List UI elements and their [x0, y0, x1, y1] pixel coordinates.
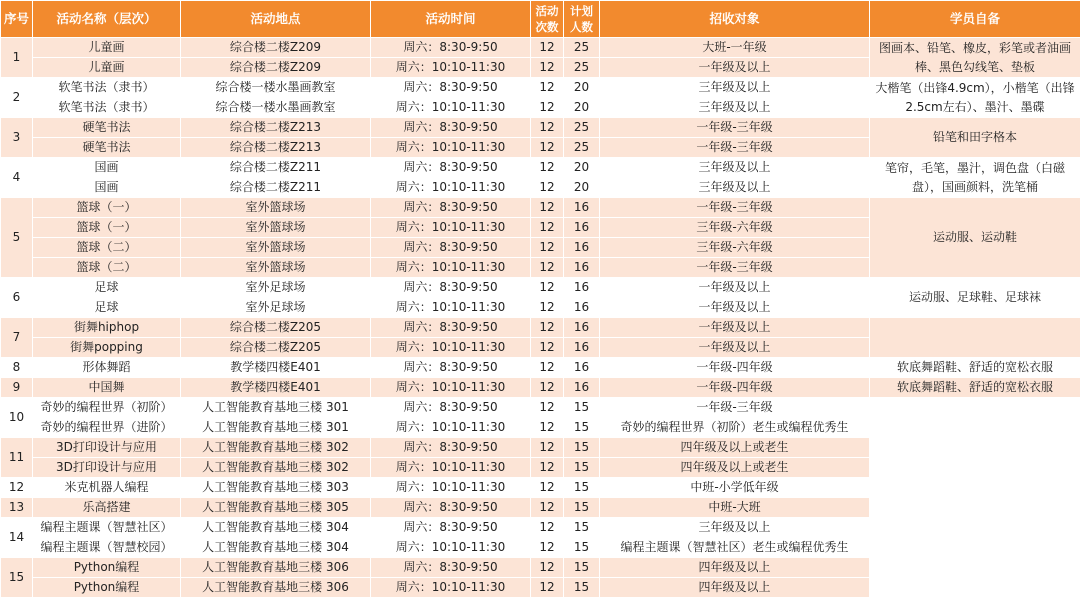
cell-target: 四年级及以上或老生	[600, 458, 870, 478]
cell-location: 人工智能教育基地三楼 304	[181, 538, 371, 558]
cell-location: 综合楼二楼Z213	[181, 118, 371, 138]
cell-target: 一年级-三年级	[600, 258, 870, 278]
cell-capacity: 20	[564, 98, 600, 118]
row-number: 1	[1, 38, 33, 78]
cell-capacity: 16	[564, 198, 600, 218]
cell-location: 人工智能教育基地三楼 302	[181, 438, 371, 458]
cell-activity-name: 儿童画	[33, 38, 181, 58]
cell-time: 周六：10:10-11:30	[371, 578, 531, 598]
row-number: 7	[1, 318, 33, 358]
col-header-supplies: 学员自备	[870, 1, 1080, 38]
row-number: 4	[1, 158, 33, 198]
cell-time: 周六：10:10-11:30	[371, 418, 531, 438]
cell-sessions: 12	[531, 98, 564, 118]
col-header-activity: 活动名称（层次）	[33, 1, 181, 38]
cell-time: 周六：10:10-11:30	[371, 218, 531, 238]
cell-time: 周六：8:30-9:50	[371, 558, 531, 578]
cell-time: 周六：8:30-9:50	[371, 318, 531, 338]
cell-capacity: 15	[564, 478, 600, 498]
cell-activity-name: 米克机器人编程	[33, 478, 181, 498]
cell-capacity: 25	[564, 58, 600, 78]
cell-target: 一年级-三年级	[600, 138, 870, 158]
cell-location: 人工智能教育基地三楼 306	[181, 558, 371, 578]
cell-sessions: 12	[531, 298, 564, 318]
cell-capacity: 20	[564, 158, 600, 178]
cell-supplies: 软底舞蹈鞋、舒适的宽松衣服	[870, 358, 1080, 378]
table-row	[1, 358, 1080, 378]
cell-supplies	[870, 318, 1080, 358]
cell-target: 一年级及以上	[600, 58, 870, 78]
col-header-no: 序号	[1, 1, 33, 38]
cell-location: 室外篮球场	[181, 198, 371, 218]
cell-time: 周六：10:10-11:30	[371, 538, 531, 558]
cell-supplies: 图画本、铅笔、橡皮，彩笔或者油画棒、黑色勾线笔、垫板	[870, 38, 1080, 78]
cell-capacity: 15	[564, 518, 600, 538]
cell-location: 综合楼二楼Z213	[181, 138, 371, 158]
cell-location: 综合楼二楼Z209	[181, 58, 371, 78]
cell-sessions: 12	[531, 178, 564, 198]
cell-supplies: 运动服、足球鞋、足球袜	[870, 278, 1080, 318]
cell-sessions: 12	[531, 258, 564, 278]
cell-time: 周六：10:10-11:30	[371, 178, 531, 198]
cell-activity-name: 乐高搭建	[33, 498, 181, 518]
cell-time: 周六：10:10-11:30	[371, 378, 531, 398]
row-number: 14	[1, 518, 33, 558]
cell-location: 人工智能教育基地三楼 302	[181, 458, 371, 478]
cell-activity-name: 中国舞	[33, 378, 181, 398]
cell-location: 综合楼二楼Z205	[181, 318, 371, 338]
cell-capacity: 15	[564, 438, 600, 458]
cell-time: 周六：8:30-9:50	[371, 398, 531, 418]
cell-target: 一年级及以上	[600, 278, 870, 298]
table-row	[1, 38, 1080, 58]
cell-target: 中班-大班	[600, 498, 870, 518]
cell-sessions: 12	[531, 378, 564, 398]
cell-capacity: 16	[564, 378, 600, 398]
cell-capacity: 15	[564, 498, 600, 518]
cell-activity-name: 足球	[33, 278, 181, 298]
cell-sessions: 12	[531, 478, 564, 498]
cell-target: 三年级及以上	[600, 518, 870, 538]
cell-location: 教学楼四楼E401	[181, 378, 371, 398]
cell-capacity: 16	[564, 338, 600, 358]
cell-sessions: 12	[531, 58, 564, 78]
cell-time: 周六：10:10-11:30	[371, 458, 531, 478]
cell-activity-name: 3D打印设计与应用	[33, 438, 181, 458]
cell-target: 大班-一年级	[600, 38, 870, 58]
cell-activity-name: Python编程	[33, 558, 181, 578]
cell-target: 一年级-三年级	[600, 118, 870, 138]
cell-target: 一年级及以上	[600, 338, 870, 358]
cell-capacity: 16	[564, 218, 600, 238]
cell-target: 编程主题课（智慧社区）老生或编程优秀生	[600, 538, 870, 558]
cell-activity-name: 编程主题课（智慧校园）	[33, 538, 181, 558]
row-number: 8	[1, 358, 33, 378]
table-row	[1, 398, 1080, 418]
cell-time: 周六：8:30-9:50	[371, 118, 531, 138]
cell-sessions: 12	[531, 538, 564, 558]
cell-capacity: 15	[564, 558, 600, 578]
table-row	[1, 378, 1080, 398]
cell-supplies: 笔帘，毛笔，墨汁，调色盘（白磁盘），国画颜料，洗笔桶	[870, 158, 1080, 198]
cell-activity-name: 篮球（二）	[33, 258, 181, 278]
cell-activity-name: 奇妙的编程世界（初阶）	[33, 398, 181, 418]
row-number: 9	[1, 378, 33, 398]
cell-sessions: 12	[531, 418, 564, 438]
cell-activity-name: 硬笔书法	[33, 118, 181, 138]
cell-sessions: 12	[531, 558, 564, 578]
col-header-location: 活动地点	[181, 1, 371, 38]
cell-sessions: 12	[531, 158, 564, 178]
cell-target: 三年级-六年级	[600, 218, 870, 238]
cell-target: 奇妙的编程世界（初阶）老生或编程优秀生	[600, 418, 870, 438]
cell-target: 三年级及以上	[600, 98, 870, 118]
cell-target: 一年级及以上	[600, 298, 870, 318]
cell-location: 人工智能教育基地三楼 306	[181, 578, 371, 598]
cell-target: 四年级及以上	[600, 578, 870, 598]
cell-location: 室外篮球场	[181, 218, 371, 238]
cell-time: 周六：10:10-11:30	[371, 58, 531, 78]
row-number: 11	[1, 438, 33, 478]
row-number: 5	[1, 198, 33, 278]
row-number: 13	[1, 498, 33, 518]
cell-location: 综合楼一楼水墨画教室	[181, 78, 371, 98]
col-header-sessions: 活动 次数	[531, 1, 564, 38]
cell-capacity: 16	[564, 298, 600, 318]
cell-activity-name: 足球	[33, 298, 181, 318]
cell-activity-name: 奇妙的编程世界（进阶）	[33, 418, 181, 438]
cell-sessions: 12	[531, 38, 564, 58]
table-row	[1, 198, 1080, 218]
cell-location: 室外篮球场	[181, 238, 371, 258]
cell-supplies: 运动服、运动鞋	[870, 198, 1080, 278]
cell-location: 室外足球场	[181, 298, 371, 318]
cell-sessions: 12	[531, 238, 564, 258]
cell-activity-name: Python编程	[33, 578, 181, 598]
cell-sessions: 12	[531, 318, 564, 338]
cell-location: 人工智能教育基地三楼 301	[181, 418, 371, 438]
cell-location: 人工智能教育基地三楼 305	[181, 498, 371, 518]
cell-target: 一年级-三年级	[600, 398, 870, 418]
cell-sessions: 12	[531, 198, 564, 218]
cell-time: 周六：8:30-9:50	[371, 438, 531, 458]
cell-location: 人工智能教育基地三楼 301	[181, 398, 371, 418]
cell-capacity: 16	[564, 258, 600, 278]
col-header-target: 招收对象	[600, 1, 870, 38]
cell-activity-name: 软笔书法（隶书）	[33, 98, 181, 118]
cell-target: 三年级及以上	[600, 158, 870, 178]
cell-activity-name: 篮球（一）	[33, 198, 181, 218]
cell-activity-name: 儿童画	[33, 58, 181, 78]
cell-capacity: 16	[564, 278, 600, 298]
cell-capacity: 16	[564, 238, 600, 258]
cell-target: 三年级及以上	[600, 178, 870, 198]
cell-time: 周六：8:30-9:50	[371, 78, 531, 98]
cell-capacity: 25	[564, 38, 600, 58]
cell-time: 周六：8:30-9:50	[371, 278, 531, 298]
table-body	[1, 38, 1080, 598]
cell-location: 教学楼四楼E401	[181, 358, 371, 378]
cell-activity-name: 篮球（一）	[33, 218, 181, 238]
cell-location: 综合楼二楼Z205	[181, 338, 371, 358]
cell-capacity: 25	[564, 138, 600, 158]
cell-sessions: 12	[531, 438, 564, 458]
col-header-capacity: 计划 人数	[564, 1, 600, 38]
cell-supplies: 大楷笔（出锋4.9cm），小楷笔（出锋2.5cm左右）、墨汁、墨碟	[870, 78, 1080, 118]
row-number: 15	[1, 558, 33, 598]
cell-time: 周六：10:10-11:30	[371, 98, 531, 118]
cell-location: 综合楼二楼Z211	[181, 158, 371, 178]
cell-target: 一年级-三年级	[600, 198, 870, 218]
cell-capacity: 15	[564, 458, 600, 478]
cell-activity-name: 编程主题课（智慧社区）	[33, 518, 181, 538]
cell-activity-name: 软笔书法（隶书）	[33, 78, 181, 98]
row-number: 2	[1, 78, 33, 118]
cell-target: 三年级及以上	[600, 78, 870, 98]
cell-time: 周六：10:10-11:30	[371, 338, 531, 358]
cell-activity-name: 3D打印设计与应用	[33, 458, 181, 478]
cell-time: 周六：8:30-9:50	[371, 38, 531, 58]
cell-target: 四年级及以上	[600, 558, 870, 578]
header-row	[1, 1, 1080, 38]
cell-supplies: 铅笔和田字格本	[870, 118, 1080, 158]
cell-time: 周六：8:30-9:50	[371, 498, 531, 518]
table-row	[1, 318, 1080, 338]
cell-supplies: 软底舞蹈鞋、舒适的宽松衣服	[870, 378, 1080, 398]
cell-target: 三年级-六年级	[600, 238, 870, 258]
cell-location: 室外篮球场	[181, 258, 371, 278]
cell-time: 周六：8:30-9:50	[371, 198, 531, 218]
cell-location: 人工智能教育基地三楼 304	[181, 518, 371, 538]
cell-time: 周六：10:10-11:30	[371, 138, 531, 158]
cell-sessions: 12	[531, 498, 564, 518]
cell-capacity: 20	[564, 178, 600, 198]
cell-target: 一年级-四年级	[600, 378, 870, 398]
table-row	[1, 278, 1080, 298]
cell-sessions: 12	[531, 358, 564, 378]
cell-time: 周六：8:30-9:50	[371, 518, 531, 538]
col-header-time: 活动时间	[371, 1, 531, 38]
cell-sessions: 12	[531, 398, 564, 418]
cell-target: 中班-小学低年级	[600, 478, 870, 498]
cell-sessions: 12	[531, 578, 564, 598]
cell-activity-name: 国画	[33, 178, 181, 198]
cell-capacity: 16	[564, 318, 600, 338]
cell-target: 一年级及以上	[600, 318, 870, 338]
cell-capacity: 20	[564, 78, 600, 98]
cell-capacity: 15	[564, 538, 600, 558]
cell-activity-name: 国画	[33, 158, 181, 178]
cell-sessions: 12	[531, 518, 564, 538]
cell-activity-name: 街舞popping	[33, 338, 181, 358]
cell-time: 周六：10:10-11:30	[371, 478, 531, 498]
cell-sessions: 12	[531, 118, 564, 138]
cell-location: 室外足球场	[181, 278, 371, 298]
cell-capacity: 15	[564, 578, 600, 598]
cell-sessions: 12	[531, 338, 564, 358]
cell-sessions: 12	[531, 458, 564, 478]
cell-target: 一年级-四年级	[600, 358, 870, 378]
table-row	[1, 158, 1080, 178]
cell-sessions: 12	[531, 78, 564, 98]
row-number: 3	[1, 118, 33, 158]
cell-sessions: 12	[531, 278, 564, 298]
cell-capacity: 25	[564, 118, 600, 138]
cell-sessions: 12	[531, 138, 564, 158]
table-row	[1, 118, 1080, 138]
row-number: 10	[1, 398, 33, 438]
cell-time: 周六：10:10-11:30	[371, 258, 531, 278]
cell-time: 周六：10:10-11:30	[371, 298, 531, 318]
cell-time: 周六：8:30-9:50	[371, 158, 531, 178]
cell-location: 人工智能教育基地三楼 303	[181, 478, 371, 498]
cell-capacity: 16	[564, 358, 600, 378]
row-number: 6	[1, 278, 33, 318]
cell-target: 四年级及以上或老生	[600, 438, 870, 458]
cell-location: 综合楼二楼Z209	[181, 38, 371, 58]
cell-activity-name: 篮球（二）	[33, 238, 181, 258]
cell-time: 周六：8:30-9:50	[371, 358, 531, 378]
cell-time: 周六：8:30-9:50	[371, 238, 531, 258]
cell-activity-name: 街舞hiphop	[33, 318, 181, 338]
cell-sessions: 12	[531, 218, 564, 238]
cell-location: 综合楼一楼水墨画教室	[181, 98, 371, 118]
table-row	[1, 78, 1080, 98]
cell-activity-name: 形体舞蹈	[33, 358, 181, 378]
cell-activity-name: 硬笔书法	[33, 138, 181, 158]
cell-location: 综合楼二楼Z211	[181, 178, 371, 198]
cell-supplies	[870, 398, 1080, 598]
cell-capacity: 15	[564, 418, 600, 438]
row-number: 12	[1, 478, 33, 498]
cell-capacity: 15	[564, 398, 600, 418]
